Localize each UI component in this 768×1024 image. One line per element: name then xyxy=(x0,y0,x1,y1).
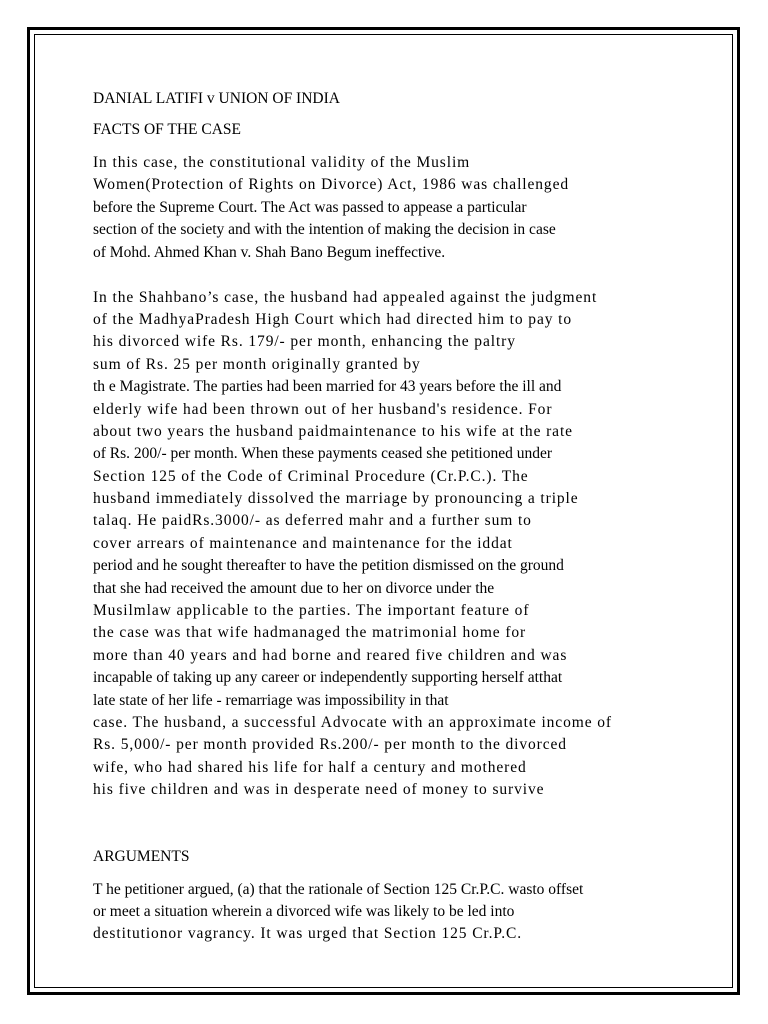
text-line: destitutionor vagrancy. It was urged that Section 125 Cr.P.C. xyxy=(93,925,523,943)
text-line: of Rs. 200/- per month. When these payments ceased she petitioned under xyxy=(93,445,552,463)
text-line: In this case, the constitutional validity of the Muslim xyxy=(93,154,471,171)
text-line: talaq. He paidRs.3000/- as deferred mahr and a further sum to xyxy=(93,512,532,530)
document-content xyxy=(93,89,693,946)
text-line: T he petitioner argued, (a) that the rationale of Section 125 Cr.P.C. wasto offset xyxy=(93,880,584,898)
text-line: of Mohd. Ahmed Khan v. Shah Bano Begum ineffective. xyxy=(93,243,446,261)
text-line: husband immediately dissolved the marriage by pronouncing a triple xyxy=(93,490,579,508)
text-line: cover arrears of maintenance and maintenance for the iddat xyxy=(93,534,513,552)
facts-paragraph-2 xyxy=(93,287,693,824)
document-title: DANIAL LATIFI v UNION OF INDIA xyxy=(93,90,340,107)
text-line: or meet a situation wherein a divorced wife was likely to be led into xyxy=(93,902,515,920)
text-line: sum of Rs. 25 per month originally granted by xyxy=(93,355,421,373)
text-line: th e Magistrate. The parties had been married for 43 years before the ill and xyxy=(93,378,562,396)
text-line: the case was that wife hadmanaged the matrimonial home for xyxy=(93,624,527,642)
text-line: period and he sought thereafter to have the petition dismissed on the ground xyxy=(93,557,564,575)
text-line: about two years the husband paidmaintenance to his wife at the rate xyxy=(93,422,573,440)
arguments-heading: ARGUMENTS xyxy=(93,847,190,865)
arguments-paragraph xyxy=(93,879,693,946)
text-line: late state of her life - remarriage was impossibility in that xyxy=(93,691,449,709)
text-line: more than 40 years and had borne and reared five children and was xyxy=(93,646,568,664)
text-line: Rs. 5,000/- per month provided Rs.200/- per month to the divorced xyxy=(93,736,567,754)
facts-heading: FACTS OF THE CASE xyxy=(93,121,241,138)
facts-paragraph-1 xyxy=(93,152,693,264)
text-line: section of the society and with the intention of making the decision in case xyxy=(93,221,556,239)
text-line: Women(Protection of Rights on Divorce) Act, 1986 was challenged xyxy=(93,176,570,194)
text-line: before the Supreme Court. The Act was passed to appease a particular xyxy=(93,198,527,216)
text-line: In the Shahbano’s case, the husband had appealed against the judgment xyxy=(93,288,598,306)
text-line: Section 125 of the Code of Criminal Procedure (Cr.P.C.). The xyxy=(93,467,529,485)
text-line: elderly wife had been thrown out of her husband's residence. For xyxy=(93,400,553,418)
text-line: incapable of taking up any career or independently supporting herself atthat xyxy=(93,669,563,687)
text-line: case. The husband, a successful Advocate with an approximate income of xyxy=(93,713,612,731)
text-line xyxy=(93,802,693,824)
text-line: his five children and was in desperate need of money to survive xyxy=(93,781,545,799)
text-line: his divorced wife Rs. 179/- per month, enhancing the paltry xyxy=(93,333,516,351)
text-line: of the MadhyaPradesh High Court which had directed him to pay to xyxy=(93,310,573,328)
text-line: that she had received the amount due to her on divorce under the xyxy=(93,579,495,597)
text-line: wife, who had shared his life for half a century and mothered xyxy=(93,758,527,776)
text-line: Musilmlaw applicable to the parties. The important feature of xyxy=(93,602,530,620)
